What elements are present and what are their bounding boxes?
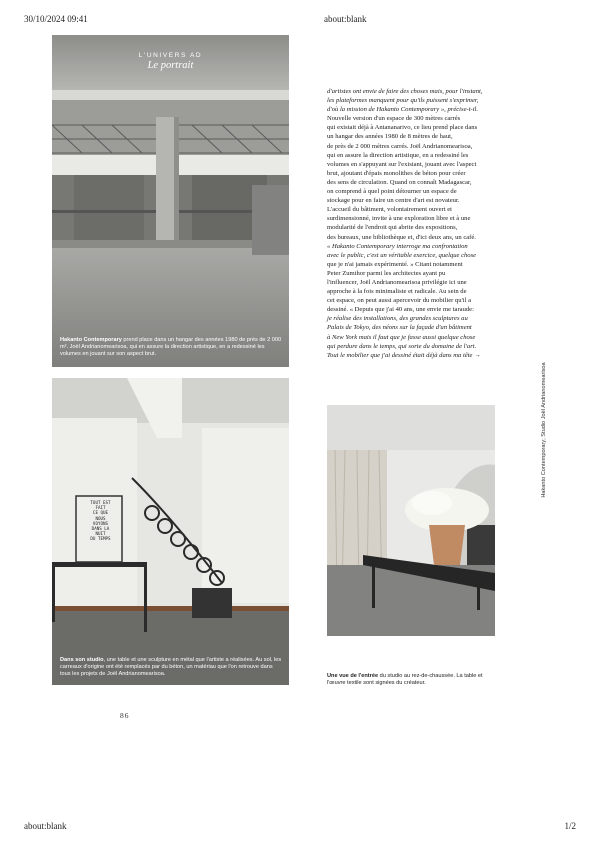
sculpture-line: TOUT EST [90, 500, 111, 505]
article-line: les plateformes manquent pour qu'ils puissent s'exprimer, [327, 97, 479, 105]
sculpture-line: NUIT [95, 531, 106, 537]
article-line: dessiné. « Depuis que j'ai 40 ans, une envie me taraude: [327, 306, 474, 314]
print-footer [24, 821, 576, 835]
article-line: approche à la fois minimaliste et radicale. Au sein de [327, 288, 467, 296]
sculpture-line: DANS LA [91, 526, 110, 532]
article-line: un hangar des années 1980 de 8 mètres de haut, [327, 133, 453, 141]
article-body [327, 87, 503, 360]
article-line: avec le public, c'est un véritable exercice, quelque chose [327, 251, 477, 259]
page-folio: 86 [120, 711, 130, 720]
caption-studio-text: , une table et une sculpture en métal que l'artiste a réalisées. Au sol, les carreaux d'origine ont été remplacés par du béton, un matériau que l'on retrouve dans tous les projets de Joël Andrianomearisoa. [60, 657, 282, 677]
article-line: volumes en s'appuyant sur l'existant, jouant avec l'aspect [327, 160, 477, 168]
sculpture-line: CE QUE [92, 510, 109, 516]
caption-entry-text: du studio au rez-de-chaussée. La table et l'œuvre textile sont signées du créateur. [327, 673, 483, 686]
article-line: brut, ajoutant d'épais monolithes de béton pour créer [327, 169, 466, 177]
article-line: qui perdure dans le temps, qui sorte du domaine de l'art. [327, 342, 477, 350]
rubric [52, 52, 289, 71]
caption-entry [327, 673, 497, 687]
photo-entry-view [327, 405, 495, 636]
article-line: des sens de circulation. Quand on connaît Madagascar, [327, 178, 472, 186]
caption-hangar [60, 337, 282, 358]
sculpture-line: NOUS [95, 515, 106, 521]
article-line: on comprend à quel point détourner un espace de [327, 188, 457, 196]
sculpture-line: VOYONS [92, 520, 109, 526]
article-line: d'artistes ont envie de faire des choses mais, pour l'instant, [327, 88, 483, 95]
article-line: que je n'ai jamais expérimenté. » Citant notamment [327, 260, 463, 268]
article-line: je réalise des installations, des grandes sculptures au [327, 315, 468, 323]
article-line: qui existait déjà à Antananarivo, ce lieu prend place dans [327, 124, 478, 132]
sculpture-line: DU TEMPS [90, 536, 111, 542]
article-line: L'accueil du bâtiment, volontairement ouvert et [327, 206, 452, 214]
photo-credit [541, 310, 551, 550]
article-line: Palais de Tokyo, des néons sur la façade d'un bâtiment [327, 324, 472, 332]
article-line: Nouvelle version d'un espace de 300 mètres carrés [327, 115, 461, 123]
article-line: de près de 2 000 mètres carrés. Joël Andrianomearisoa, [327, 142, 473, 150]
article-line: des bureaux, une bibliothèque et, d'ici deux ans, un café. [327, 233, 476, 241]
article-line: à New York mais il faut que je fasse aussi quelque chose [327, 333, 476, 341]
article-line: Peter Zumthor parmi les architectes ayant pu [327, 269, 446, 277]
print-url: about:blank [324, 14, 367, 24]
article-line: cet espace, on peut aussi apercevoir du mobilier qu'il a [327, 297, 472, 305]
caption-hangar-lead: Hakanto Contemporary [60, 337, 122, 343]
article-line: « Hakanto Contemporary interroge ma confrontation [327, 242, 468, 250]
caption-studio-lead: Dans son studio [60, 657, 104, 663]
article-line: qui en assure la direction artistique, en a redessiné les [327, 151, 469, 159]
rubric-kicker: L'UNIVERS AD [138, 52, 203, 59]
article-line: surdimensionné, invite à une exploration libre et à une [327, 215, 471, 223]
caption-entry-lead: Une vue de l'entrée [327, 673, 379, 679]
photo-credit-text: Hakanto Contemporary; Studio Joël Andrianomearisoa [541, 362, 547, 498]
sculpture-line: FAIT [95, 505, 106, 511]
caption-studio [60, 657, 282, 678]
hangar-illustration [52, 35, 289, 367]
caption-hangar-text: prend place dans un hangar des années 1980 de près de 2 000 m². Joël Andrianomearisoa, qui en assure la direction artistique, en a redessiné les volumes en jouant sur son aspect brut. [60, 337, 282, 357]
sculpture-lettering [78, 500, 123, 542]
photo-hangar-interior [52, 35, 289, 367]
article-line: stockage pour en faire un centre d'art est novateur. [327, 197, 460, 205]
article-line: d'où la mission de Hakanto Contemporary », précise-t-il. [327, 106, 479, 114]
article-line: l'influencer, Joël Andrianomearisoa privilégie ici une [327, 278, 467, 286]
print-page-number: 1/2 [564, 821, 576, 831]
article-line: Tout le mobilier que j'ai dessiné était déjà dans ma tête → [327, 351, 481, 359]
print-header [24, 14, 576, 28]
print-footer-url: about:blank [24, 821, 67, 831]
article-line: modularité de l'endroit qui abrite des expositions, [327, 224, 458, 232]
print-date: 30/10/2024 09:41 [24, 14, 88, 24]
entry-illustration [327, 405, 495, 636]
rubric-title: Le portrait [147, 60, 194, 71]
